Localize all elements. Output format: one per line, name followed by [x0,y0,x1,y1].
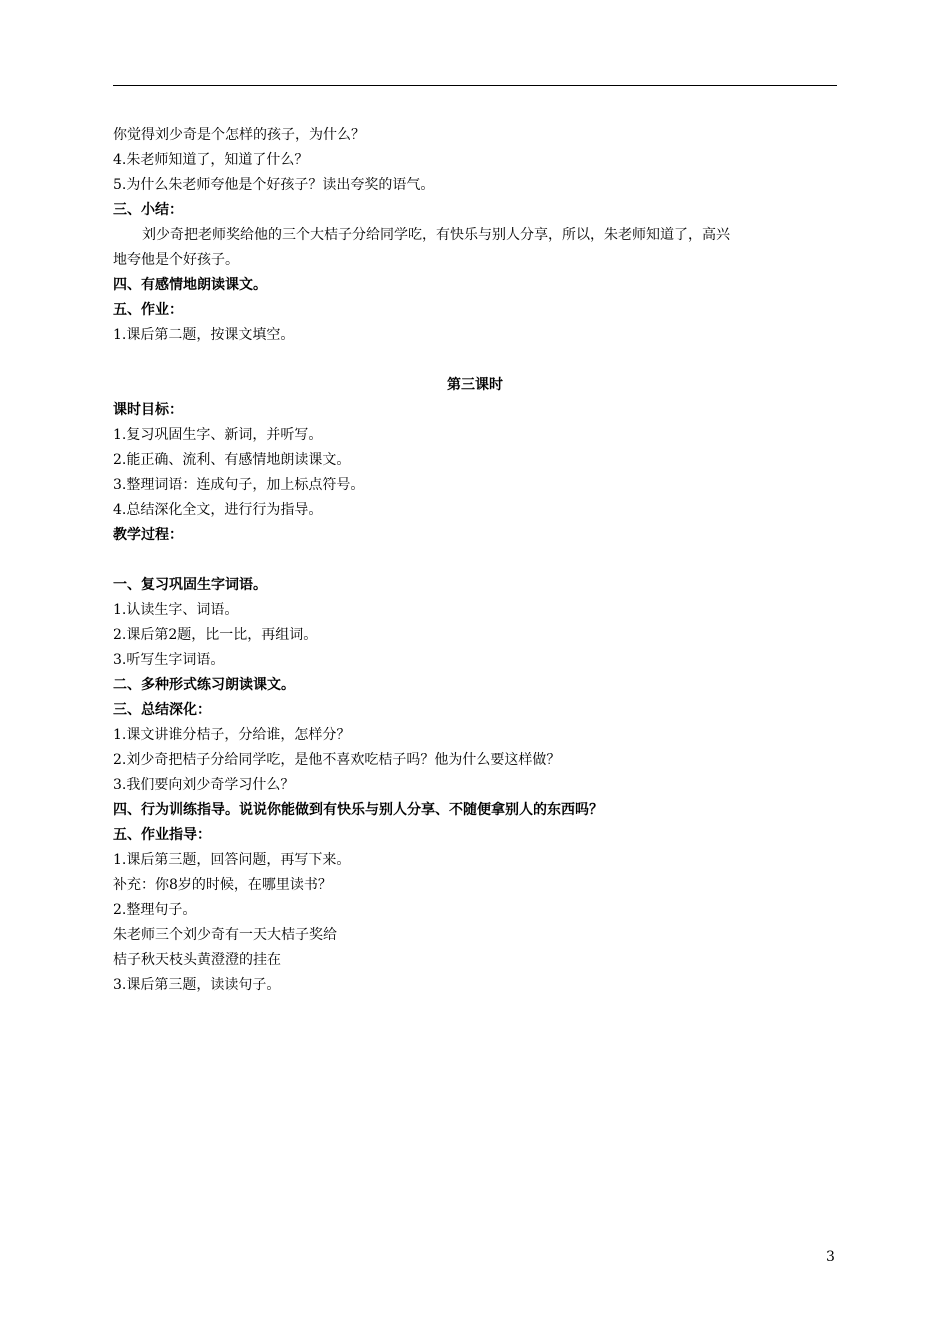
summary-heading: 三、小结： [113,202,183,218]
goal-item: 4.总结深化全文，进行行为指导。 [113,502,323,518]
section-5-heading: 五、作业指导： [113,827,211,843]
section-2-heading: 二、多种形式练习朗读课文。 [113,677,295,693]
question-5: 5.为什么朱老师夸他是个好孩子？读出夸奖的语气。 [113,177,435,193]
summary-paragraph-line-1: 刘少奇把老师奖给他的三个大桔子分给同学吃，有快乐与别人分享，所以，朱老师知道了，高兴 [142,227,730,243]
section-4-heading: 四、行为训练指导。说说你能做到有快乐与别人分享、不随便拿别人的东西吗？ [113,802,603,818]
section-1-item: 2.课后第2题，比一比，再组词。 [113,627,318,643]
section-5-line: 2.整理句子。 [113,902,197,918]
spacer [113,548,837,573]
process-heading: 教学过程： [113,527,183,543]
section-1-heading: 一、复习巩固生字词语。 [113,577,267,593]
read-aloud-heading: 四、有感情地朗读课文。 [113,277,267,293]
lesson-title: 第三课时 [447,377,503,393]
header-rule [113,85,837,86]
section-1-item: 1.认读生字、词语。 [113,602,239,618]
goal-item: 1.复习巩固生字、新词，并听写。 [113,427,323,443]
section-5-line: 朱老师三个刘少奇有一天大桔子奖给 [113,927,337,943]
section-5-line: 1.课后第三题，回答问题，再写下来。 [113,852,351,868]
section-3-item: 1.课文讲谁分桔子，分给谁，怎样分？ [113,727,351,743]
spacer [113,348,837,373]
section-1-item: 3.听写生字词语。 [113,652,225,668]
page-number: 3 [826,1249,835,1265]
summary-paragraph-line-2: 地夸他是个好孩子。 [113,252,239,268]
question-4: 4.朱老师知道了，知道了什么？ [113,152,309,168]
document-body [113,123,837,998]
section-3-heading: 三、总结深化： [113,702,211,718]
question-character: 你觉得刘少奇是个怎样的孩子，为什么？ [113,127,365,143]
homework-heading: 五、作业： [113,302,183,318]
section-3-item: 3.我们要向刘少奇学习什么？ [113,777,295,793]
section-5-line: 桔子秋天枝头黄澄澄的挂在 [113,952,281,968]
section-5-line: 3.课后第三题，读读句子。 [113,977,281,993]
section-5-line: 补充：你8岁的时候，在哪里读书？ [113,877,332,893]
goal-item: 2.能正确、流利、有感情地朗读课文。 [113,452,351,468]
goals-heading: 课时目标： [113,402,183,418]
homework-item-1: 1.课后第二题，按课文填空。 [113,327,295,343]
section-3-item: 2.刘少奇把桔子分给同学吃，是他不喜欢吃桔子吗？他为什么要这样做？ [113,752,561,768]
goal-item: 3.整理词语：连成句子，加上标点符号。 [113,477,365,493]
